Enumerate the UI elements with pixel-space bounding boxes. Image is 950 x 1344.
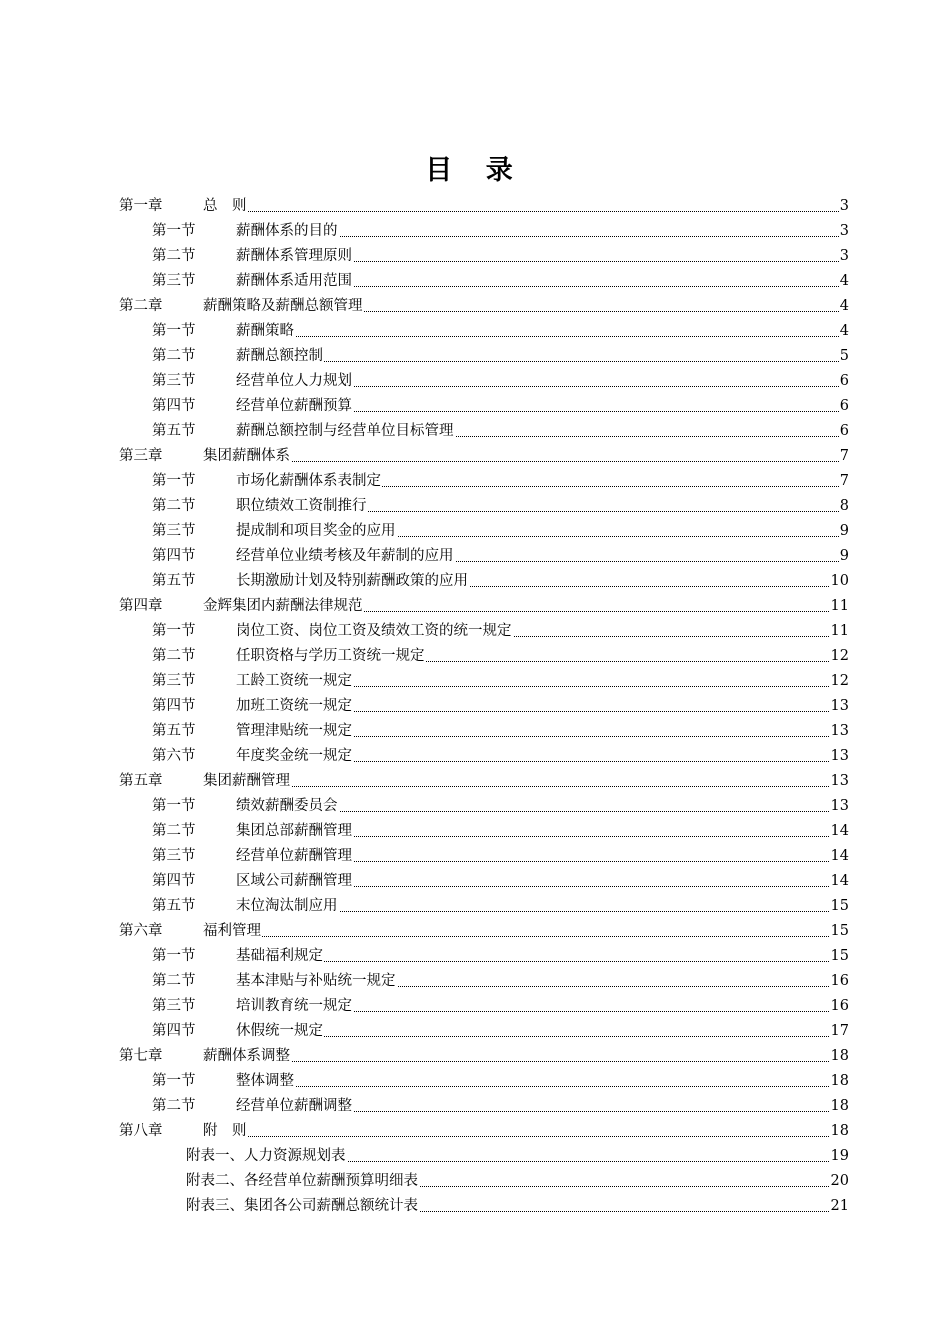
toc-entry-number: 第三节 bbox=[152, 373, 196, 389]
toc-entry-title: 经营单位薪酬预算 bbox=[236, 394, 353, 419]
toc-entry-title: 薪酬体系调整 bbox=[203, 1044, 291, 1069]
toc-entry-title: 长期激励计划及特别薪酬政策的应用 bbox=[236, 569, 469, 594]
toc-entry-number: 第三节 bbox=[152, 848, 196, 864]
toc-entry-number: 第一节 bbox=[152, 623, 196, 639]
toc-entry-title: 附表三、集团各公司薪酬总额统计表 bbox=[186, 1194, 419, 1219]
toc-entry-page: 9 bbox=[839, 519, 849, 544]
toc-entry-title: 基础福利规定 bbox=[236, 944, 324, 969]
toc-entry-section[interactable] bbox=[0, 669, 950, 694]
toc-entry-number: 第二节 bbox=[152, 248, 196, 264]
toc-entry-section[interactable] bbox=[0, 819, 950, 844]
toc-entry-page: 11 bbox=[830, 619, 849, 644]
toc-entry-appendix[interactable] bbox=[0, 1169, 950, 1194]
toc-entry-page: 12 bbox=[830, 644, 849, 669]
toc-entry-title: 区域公司薪酬管理 bbox=[236, 869, 353, 894]
toc-entry-title: 附表一、人力资源规划表 bbox=[186, 1144, 347, 1169]
toc-entry-title: 年度奖金统一规定 bbox=[236, 744, 353, 769]
toc-entry-number: 第二节 bbox=[152, 498, 196, 514]
dot-leader bbox=[203, 936, 849, 937]
toc-entry-page: 13 bbox=[830, 719, 849, 744]
toc-entry-page: 11 bbox=[830, 594, 849, 619]
toc-entry-number: 第六节 bbox=[152, 748, 196, 764]
dot-leader bbox=[236, 1086, 849, 1087]
toc-entry-section[interactable] bbox=[0, 844, 950, 869]
toc-entry-title: 附表二、各经营单位薪酬预算明细表 bbox=[186, 1169, 419, 1194]
toc-entry-number: 第一节 bbox=[152, 323, 196, 339]
toc-entry-title: 薪酬总额控制与经营单位目标管理 bbox=[236, 419, 455, 444]
toc-entry-title: 薪酬策略 bbox=[236, 319, 295, 344]
toc-entry-chapter[interactable] bbox=[0, 194, 950, 219]
toc-entry-section[interactable] bbox=[0, 269, 950, 294]
toc-entry-number: 第三节 bbox=[152, 523, 196, 539]
toc-entry-chapter[interactable] bbox=[0, 294, 950, 319]
toc-entry-page: 4 bbox=[839, 269, 849, 294]
toc-entry-page: 3 bbox=[839, 244, 849, 269]
toc-entry-number: 第六章 bbox=[119, 923, 163, 939]
toc-entry-page: 13 bbox=[830, 694, 849, 719]
dot-leader bbox=[203, 1061, 849, 1062]
toc-entry-section[interactable] bbox=[0, 694, 950, 719]
toc-entry-title: 薪酬体系管理原则 bbox=[236, 244, 353, 269]
toc-entry-title: 薪酬总额控制 bbox=[236, 344, 324, 369]
toc-entry-number: 第一章 bbox=[119, 198, 163, 214]
toc-entry-number: 第五节 bbox=[152, 423, 196, 439]
toc-entry-title: 经营单位人力规划 bbox=[236, 369, 353, 394]
toc-entry-page: 5 bbox=[839, 344, 849, 369]
toc-entry-chapter[interactable] bbox=[0, 594, 950, 619]
toc-entry-number: 第三章 bbox=[119, 448, 163, 464]
toc-entry-number: 第一节 bbox=[152, 473, 196, 489]
toc-entry-number: 第八章 bbox=[119, 1123, 163, 1139]
page-title: 目 录 bbox=[425, 155, 525, 186]
toc-entry-title: 绩效薪酬委员会 bbox=[236, 794, 339, 819]
toc-entry-chapter[interactable] bbox=[0, 769, 950, 794]
dot-leader bbox=[236, 336, 849, 337]
toc-entry-number: 第二节 bbox=[152, 348, 196, 364]
toc-entry-number: 第二节 bbox=[152, 973, 196, 989]
toc-entry-title: 工龄工资统一规定 bbox=[236, 669, 353, 694]
toc-entry-title: 经营单位业绩考核及年薪制的应用 bbox=[236, 544, 455, 569]
toc-entry-page: 7 bbox=[839, 469, 849, 494]
toc-entry-number: 第一节 bbox=[152, 948, 196, 964]
toc-entry-section[interactable] bbox=[0, 794, 950, 819]
toc-entry-title: 末位淘汰制应用 bbox=[236, 894, 339, 919]
dot-leader bbox=[203, 461, 849, 462]
toc-entry-chapter[interactable] bbox=[0, 1119, 950, 1144]
toc-entry-section[interactable] bbox=[0, 894, 950, 919]
toc-entry-section[interactable] bbox=[0, 344, 950, 369]
toc-entry-section[interactable] bbox=[0, 319, 950, 344]
toc-entry-section[interactable] bbox=[0, 244, 950, 269]
toc-entry-page: 18 bbox=[830, 1044, 849, 1069]
toc-entry-number: 第五节 bbox=[152, 573, 196, 589]
toc-entry-section[interactable] bbox=[0, 994, 950, 1019]
toc-entry-section[interactable] bbox=[0, 519, 950, 544]
toc-entry-number: 第五节 bbox=[152, 898, 196, 914]
toc-entry-chapter[interactable] bbox=[0, 1044, 950, 1069]
toc-entry-chapter[interactable] bbox=[0, 919, 950, 944]
toc-entry-title: 任职资格与学历工资统一规定 bbox=[236, 644, 426, 669]
toc-entry-section[interactable] bbox=[0, 219, 950, 244]
toc-entry-title: 薪酬体系适用范围 bbox=[236, 269, 353, 294]
toc-entry-page: 17 bbox=[830, 1019, 849, 1044]
toc-entry-page: 15 bbox=[830, 894, 849, 919]
toc-entry-section[interactable] bbox=[0, 644, 950, 669]
toc-entry-number: 第四节 bbox=[152, 398, 196, 414]
toc-entry-title: 岗位工资、岗位工资及绩效工资的统一规定 bbox=[236, 619, 513, 644]
toc-entry-number: 第四节 bbox=[152, 873, 196, 889]
toc-entry-title: 职位绩效工资制推行 bbox=[236, 494, 368, 519]
toc-entry-page: 15 bbox=[830, 944, 849, 969]
toc-entry-number: 第二节 bbox=[152, 823, 196, 839]
toc-entry-title: 市场化薪酬体系表制定 bbox=[236, 469, 382, 494]
dot-leader bbox=[203, 786, 849, 787]
toc-entry-page: 3 bbox=[839, 219, 849, 244]
dot-leader bbox=[236, 961, 849, 962]
toc-entry-number: 第一节 bbox=[152, 223, 196, 239]
toc-entry-page: 18 bbox=[830, 1119, 849, 1144]
dot-leader bbox=[203, 211, 849, 212]
toc-entry-section[interactable] bbox=[0, 544, 950, 569]
toc-entry-appendix[interactable] bbox=[0, 1144, 950, 1169]
toc-entry-number: 第七章 bbox=[119, 1048, 163, 1064]
toc-entry-title: 总 则 bbox=[203, 194, 248, 219]
toc-entry-appendix[interactable] bbox=[0, 1194, 950, 1219]
toc-entry-page: 4 bbox=[839, 294, 849, 319]
toc-entry-number: 第二章 bbox=[119, 298, 163, 314]
toc-entry-number: 第三节 bbox=[152, 273, 196, 289]
toc-entry-section[interactable] bbox=[0, 869, 950, 894]
toc-entry-section[interactable] bbox=[0, 569, 950, 594]
toc-entry-title: 基本津贴与补贴统一规定 bbox=[236, 969, 397, 994]
toc-entry-page: 7 bbox=[839, 444, 849, 469]
toc-entry-page: 6 bbox=[839, 394, 849, 419]
toc-entry-section[interactable] bbox=[0, 1094, 950, 1119]
toc-entry-page: 16 bbox=[830, 994, 849, 1019]
toc-entry-title: 福利管理 bbox=[203, 919, 262, 944]
toc-entry-title: 集团薪酬体系 bbox=[203, 444, 291, 469]
toc-entry-chapter[interactable] bbox=[0, 444, 950, 469]
toc-entry-title: 经营单位薪酬调整 bbox=[236, 1094, 353, 1119]
toc-entry-number: 第一节 bbox=[152, 798, 196, 814]
toc-entry-section[interactable] bbox=[0, 1069, 950, 1094]
toc-entry-number: 第四节 bbox=[152, 698, 196, 714]
toc-entry-page: 13 bbox=[830, 769, 849, 794]
toc-entry-page: 16 bbox=[830, 969, 849, 994]
toc-entry-section[interactable] bbox=[0, 944, 950, 969]
toc-entry-page: 13 bbox=[830, 794, 849, 819]
toc-entry-number: 第五节 bbox=[152, 723, 196, 739]
toc-entry-title: 提成制和项目奖金的应用 bbox=[236, 519, 397, 544]
toc-entry-title: 培训教育统一规定 bbox=[236, 994, 353, 1019]
toc-entry-page: 14 bbox=[830, 819, 849, 844]
toc-entry-number: 第一节 bbox=[152, 1073, 196, 1089]
toc-entry-title: 休假统一规定 bbox=[236, 1019, 324, 1044]
toc-entry-page: 12 bbox=[830, 669, 849, 694]
toc-entry-title: 薪酬策略及薪酬总额管理 bbox=[203, 294, 364, 319]
toc-entry-section[interactable] bbox=[0, 394, 950, 419]
toc-entry-page: 18 bbox=[830, 1069, 849, 1094]
toc-entry-page: 10 bbox=[830, 569, 849, 594]
toc-entry-section[interactable] bbox=[0, 419, 950, 444]
toc-entry-section[interactable] bbox=[0, 969, 950, 994]
toc-entry-number: 第二节 bbox=[152, 1098, 196, 1114]
toc-entry-page: 19 bbox=[830, 1144, 849, 1169]
toc-entry-section[interactable] bbox=[0, 369, 950, 394]
toc-entry-section[interactable] bbox=[0, 619, 950, 644]
toc-entry-section[interactable] bbox=[0, 1019, 950, 1044]
toc-entry-page: 6 bbox=[839, 419, 849, 444]
toc-entry-section[interactable] bbox=[0, 744, 950, 769]
toc-entry-title: 集团薪酬管理 bbox=[203, 769, 291, 794]
toc-entry-page: 4 bbox=[839, 319, 849, 344]
toc-entry-page: 13 bbox=[830, 744, 849, 769]
toc-entry-title: 整体调整 bbox=[236, 1069, 295, 1094]
toc-entry-number: 第四章 bbox=[119, 598, 163, 614]
toc-entry-number: 第三节 bbox=[152, 673, 196, 689]
toc-entry-section[interactable] bbox=[0, 494, 950, 519]
toc-entry-page: 21 bbox=[830, 1194, 849, 1219]
toc-entry-page: 18 bbox=[830, 1094, 849, 1119]
toc-entry-title: 加班工资统一规定 bbox=[236, 694, 353, 719]
toc-entry-page: 15 bbox=[830, 919, 849, 944]
dot-leader bbox=[236, 361, 849, 362]
toc-entry-page: 20 bbox=[830, 1169, 849, 1194]
toc-entry-title: 集团总部薪酬管理 bbox=[236, 819, 353, 844]
toc-entry-page: 9 bbox=[839, 544, 849, 569]
toc-entry-section[interactable] bbox=[0, 469, 950, 494]
toc-entry-page: 14 bbox=[830, 844, 849, 869]
toc-entry-title: 金辉集团内薪酬法律规范 bbox=[203, 594, 364, 619]
toc-entry-title: 薪酬体系的目的 bbox=[236, 219, 339, 244]
toc-entry-title: 经营单位薪酬管理 bbox=[236, 844, 353, 869]
toc-entry-number: 第四节 bbox=[152, 1023, 196, 1039]
toc-entry-title: 附 则 bbox=[203, 1119, 248, 1144]
toc-entry-section[interactable] bbox=[0, 719, 950, 744]
toc-entry-page: 6 bbox=[839, 369, 849, 394]
toc-entry-page: 3 bbox=[839, 194, 849, 219]
toc-entry-number: 第四节 bbox=[152, 548, 196, 564]
toc-entry-page: 8 bbox=[839, 494, 849, 519]
toc-entry-number: 第五章 bbox=[119, 773, 163, 789]
dot-leader bbox=[236, 1036, 849, 1037]
dot-leader bbox=[203, 1136, 849, 1137]
toc-entry-number: 第二节 bbox=[152, 648, 196, 664]
toc-entry-number: 第三节 bbox=[152, 998, 196, 1014]
toc-entry-page: 14 bbox=[830, 869, 849, 894]
toc-entry-title: 管理津贴统一规定 bbox=[236, 719, 353, 744]
